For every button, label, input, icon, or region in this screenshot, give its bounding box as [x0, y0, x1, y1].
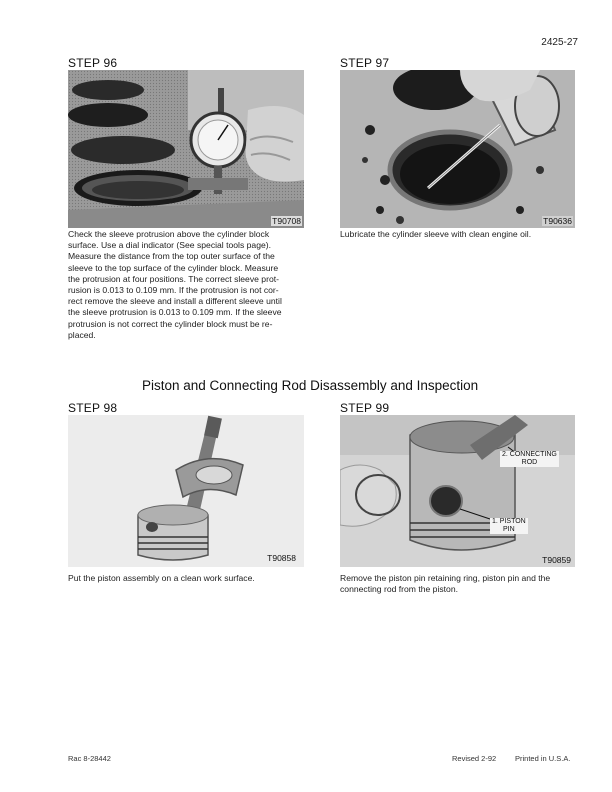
- callout-line: PIN: [503, 526, 515, 533]
- callout-line: ROD: [521, 459, 538, 466]
- caption-line: Lubricate the cylinder sleeve with clean engine oil.: [340, 229, 532, 239]
- caption-line: placed.: [68, 329, 96, 340]
- step-96-figure-code: T90708: [272, 216, 301, 226]
- callout-line: 1. PISTON: [492, 518, 526, 525]
- step-97-label: STEP 97: [340, 56, 390, 70]
- step-99-photo: [340, 415, 575, 567]
- caption-line: sleeve to the top surface of the cylinder block. Measure: [68, 262, 279, 273]
- callout-line: 2. CONNECTING: [502, 451, 557, 458]
- section-title: Piston and Connecting Rod Disassembly and Inspection: [142, 378, 479, 393]
- step-97-figure-code: T90636: [543, 216, 572, 226]
- page-number: 2425-27: [541, 37, 578, 48]
- step-97-caption: [340, 229, 580, 240]
- step-99-caption: [340, 573, 585, 595]
- footer-doc-number: Rac 8-28442: [68, 754, 111, 763]
- caption-line: the protrusion at four positions. The correct sleeve prot-: [68, 273, 279, 284]
- step-97-photo: [340, 70, 575, 228]
- step-98-label: STEP 98: [68, 401, 118, 415]
- piston-pin-callout: [490, 518, 528, 534]
- step-96-photo: [68, 70, 304, 228]
- caption-line: the sleeve protrusion is 0.013 to 0.109 mm. If the sleeve: [68, 307, 282, 318]
- caption-line: Measure the distance from the top outer surface of the: [68, 251, 275, 262]
- caption-line: Check the sleeve protrusion above the cylinder block: [68, 229, 270, 239]
- caption-line: Put the piston assembly on a clean work surface.: [68, 573, 255, 583]
- caption-line: connecting rod from the piston.: [340, 584, 458, 595]
- step-98-caption: [68, 573, 308, 584]
- connecting-rod-callout: [500, 451, 559, 467]
- footer-revised: Revised 2-92: [452, 754, 497, 763]
- caption-line: Remove the piston pin retaining ring, piston pin and the: [340, 573, 551, 583]
- step-96-caption: [68, 229, 308, 341]
- caption-line: rusion is 0.013 to 0.109 mm. If the protrusion is not cor-: [68, 285, 279, 296]
- step-98-photo: [68, 415, 304, 567]
- caption-line: surface. Use a dial indicator (See special tools page).: [68, 240, 272, 251]
- footer-printed: Printed in U.S.A.: [515, 754, 571, 763]
- step-98-figure-code: T90858: [267, 553, 296, 563]
- caption-line: rect remove the sleeve and install a different sleeve until: [68, 296, 282, 307]
- caption-line: protrusion is not correct the cylinder block must be re-: [68, 318, 273, 329]
- step-99-label: STEP 99: [340, 401, 390, 415]
- step-96-label: STEP 96: [68, 56, 118, 70]
- step-99-figure-code: T90859: [542, 555, 571, 565]
